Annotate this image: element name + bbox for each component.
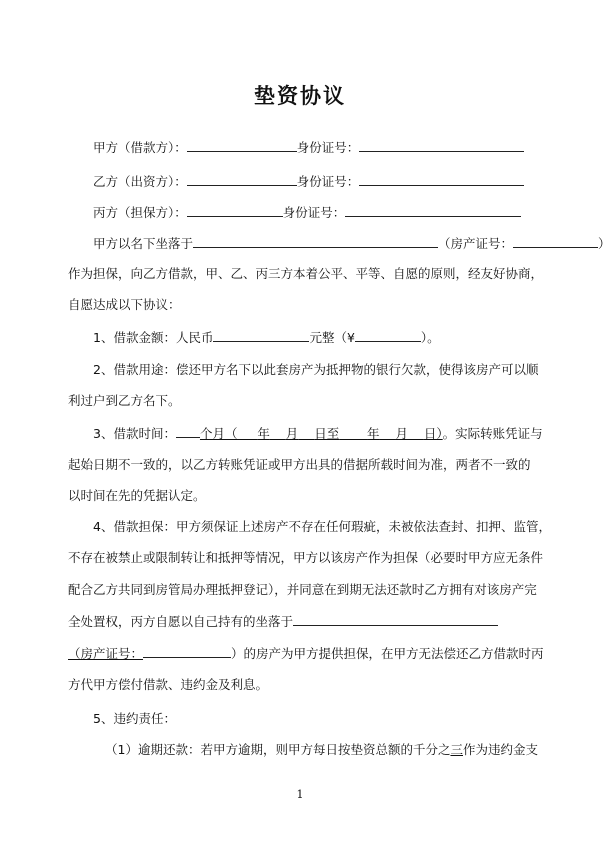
clause-4-line-5 [68,644,544,663]
start-month: 月 [285,426,299,441]
clause-4-line-6: 方代甲方偿付借款、违约金及利息。 [68,677,269,692]
clause-5-item-1-suffix: 作为违约金支 [462,742,538,757]
clause-4-line-2: 不存在被禁止或限制转让和抵押等情况，甲方以该房产作为担保（必要时甲方应无条件 [68,550,544,565]
clause-3-tail: 。实际转账凭证与 [442,426,543,441]
intro-cert-close: ） [598,236,611,251]
end-year: 年 [367,426,380,441]
party-c-id-blank[interactable] [345,203,521,217]
clause-4-location-prefix: 全处置权，丙方自愿以自己持有的坐落于 [68,614,294,629]
property-location-blank[interactable] [193,234,438,248]
party-b-id-blank[interactable] [359,172,524,186]
guarantor-cert-blank[interactable] [143,644,231,658]
start-year: 年 [257,426,270,441]
party-b-row [93,172,524,191]
clause-1-middle: 元整（¥ [309,330,355,345]
penalty-rate-value[interactable]: 三 [450,742,463,757]
amount-number-blank[interactable] [355,328,421,342]
clause-2-line-2: 利过户到乙方名下。 [68,393,181,408]
property-cert-blank[interactable] [513,234,598,248]
clause-5-item-1-prefix: （1）逾期还款：若甲方逾期，则甲方每日按垫资总额的千分之 [105,742,451,757]
end-month: 月 [395,426,408,441]
clause-4-line-1: 4、借款担保：甲方须保证上述房产不存在任何瑕疵，未被依法查封、扣押、监管， [93,519,551,534]
party-a-id-blank[interactable] [359,138,524,152]
clause-3-dates [200,426,443,441]
party-c-label: 丙方（担保方）： [93,205,187,220]
party-b-name-blank[interactable] [187,172,297,186]
start-day-to: 日至 [314,426,340,441]
intro-line-2: 作为担保，向乙方借款，甲、乙、丙三方本着公平、平等、自愿的原则，经友好协商， [68,266,544,281]
clause-3-line-2: 起始日期不一致的，以乙方转账凭证或甲方出具的借据所载时间为准，两者不一致的 [68,457,531,472]
intro-line-1 [93,234,611,253]
party-c-id-label: 身份证号： [282,205,346,220]
guarantor-cert-label: （房产证号： [68,646,144,661]
guarantor-property-blank[interactable] [293,612,498,626]
clause-5-heading: 5、违约责任： [93,711,176,726]
clause-3-prefix: 3、借款时间： [93,426,176,441]
party-b-label: 乙方（出资方）： [93,174,187,189]
party-a-row [93,138,524,157]
clause-1-suffix: ）。 [420,330,440,345]
end-day: 日） [423,426,443,441]
party-a-name-blank[interactable] [187,138,297,152]
intro-line-3: 自愿达成以下协议： [68,297,181,312]
intro-prefix: 甲方以名下坐落于 [93,236,194,251]
clause-3-line-3: 以时间在先的凭据认定。 [68,488,206,503]
clause-2-line-1: 2、借款用途：偿还甲方名下以此套房产为抵押物的银行欠款，使得该房产可以顺 [93,362,539,377]
clause-4-line-5-tail: ）的房产为甲方提供担保，在甲方无法偿还乙方借款时丙 [231,646,544,661]
months-unit: 个月（ [199,426,238,441]
months-blank[interactable] [176,424,200,438]
clause-1-prefix: 1、借款金额：人民币 [93,330,214,345]
clause-4-line-3: 配合乙方共同到房管局办理抵押登记），并同意在到期无法还款时乙方拥有对该房产完 [68,582,537,597]
document-title: 垫资协议 [254,84,346,108]
page-number: 1 [296,788,304,801]
intro-cert-label: （房产证号： [438,236,514,251]
amount-words-blank[interactable] [213,328,309,342]
clause-1 [93,328,440,347]
clause-5-item-1 [105,741,538,759]
party-c-row [93,203,521,222]
party-b-id-label: 身份证号： [296,174,360,189]
party-a-label: 甲方（借款方）： [93,140,187,155]
clause-3-line-1 [93,424,543,443]
party-c-name-blank[interactable] [187,203,283,217]
party-a-id-label: 身份证号： [296,140,360,155]
clause-4-line-4 [68,612,498,631]
